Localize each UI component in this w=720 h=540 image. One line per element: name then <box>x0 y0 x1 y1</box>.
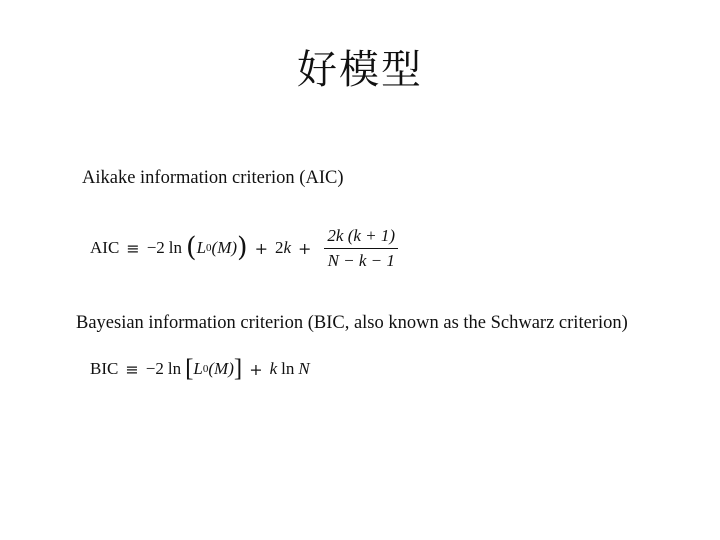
close-bracket: ] <box>233 355 243 382</box>
ln-operator: ln <box>168 238 183 257</box>
likelihood-superscript: 0 <box>202 363 209 375</box>
fraction-numerator: 2k (k + 1) <box>324 226 398 249</box>
aic-term-k: k <box>283 238 292 257</box>
open-paren: ( <box>186 232 197 263</box>
bic-lhs: BIC <box>90 359 119 378</box>
bic-coefficient: −2 <box>145 359 164 378</box>
plus-symbol: + <box>249 359 263 379</box>
bic-formula <box>90 354 310 384</box>
likelihood-superscript: 0 <box>206 242 212 254</box>
plus-symbol-2: + <box>298 238 312 258</box>
open-bracket: [ <box>185 355 194 382</box>
fraction-denominator: N − k − 1 <box>327 250 395 270</box>
model-argument: (M) <box>208 359 234 378</box>
equiv-symbol: ≡ <box>125 359 139 379</box>
bic-heading: Bayesian information criterion (BIC, also known as the Schwarz criterion) <box>76 313 628 333</box>
plus-symbol: + <box>254 238 268 258</box>
aic-coefficient: −2 <box>146 238 165 257</box>
correction-fraction <box>324 226 398 271</box>
likelihood-symbol: L <box>196 238 207 257</box>
equiv-symbol: ≡ <box>126 238 140 258</box>
likelihood-symbol: L <box>193 359 203 378</box>
aic-term-coefficient: 2 <box>274 238 284 257</box>
bic-term-k: k <box>269 359 278 378</box>
aic-formula <box>90 222 398 274</box>
aic-lhs: AIC <box>90 238 120 257</box>
ln-operator-2: ln <box>281 359 295 378</box>
close-paren: ) <box>237 232 248 263</box>
model-argument: (M) <box>211 238 238 257</box>
aic-heading: Aikake information criterion (AIC) <box>82 168 344 188</box>
ln-operator: ln <box>167 359 182 378</box>
sample-size-N: N <box>298 359 310 378</box>
slide-title: 好模型 <box>297 47 423 93</box>
